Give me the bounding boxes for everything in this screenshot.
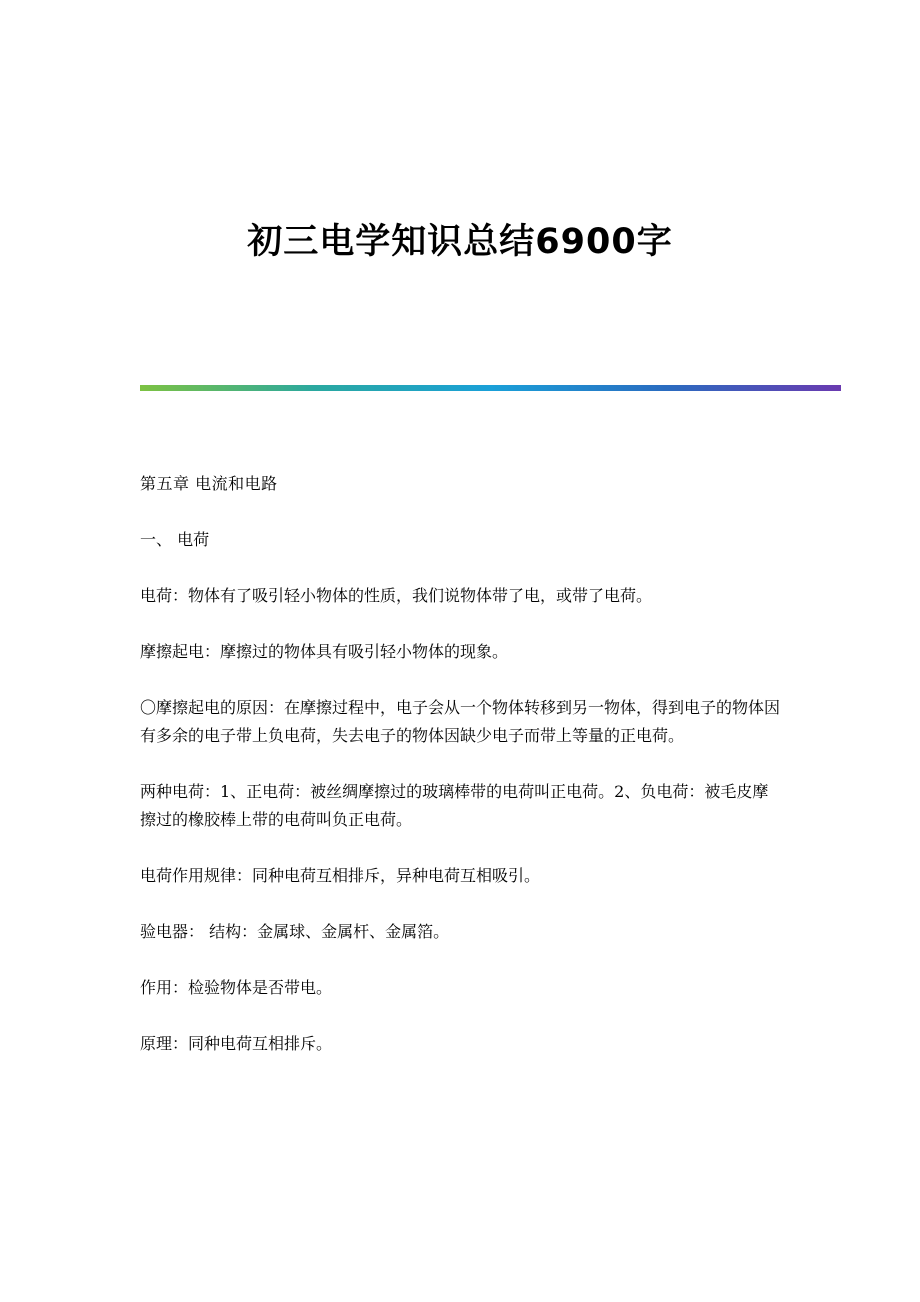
- paragraph: 作用：检验物体是否带电。: [140, 978, 333, 997]
- document-body: [140, 470, 780, 1086]
- paragraph: 电荷：物体有了吸引轻小物体的性质，我们说物体带了电，或带了电荷。: [140, 586, 653, 605]
- paragraph: 原理：同种电荷互相排斥。: [140, 1034, 333, 1053]
- paragraph: 电荷作用规律：同种电荷互相排斥，异种电荷互相吸引。: [140, 866, 541, 885]
- section-heading: 一、 电荷: [140, 530, 210, 549]
- paragraph: 摩擦起电：摩擦过的物体具有吸引轻小物体的现象。: [140, 642, 509, 661]
- gradient-divider: [140, 385, 841, 391]
- paragraph: 验电器： 结构：金属球、金属杆、金属箔。: [140, 922, 450, 941]
- chapter-heading: 第五章 电流和电路: [140, 474, 278, 493]
- document-title: 初三电学知识总结6900字: [247, 222, 673, 262]
- paragraph: 〇摩擦起电的原因：在摩擦过程中，电子会从一个物体转移到另一物体，得到电子的物体因有多余的电子带上负电荷，失去电子的物体因缺少电子而带上等量的正电荷。: [140, 698, 781, 745]
- paragraph: 两种电荷：1、正电荷：被丝绸摩擦过的玻璃棒带的电荷叫正电荷。2、负电荷：被毛皮摩擦过的橡胶棒上带的电荷叫负正电荷。: [140, 782, 769, 829]
